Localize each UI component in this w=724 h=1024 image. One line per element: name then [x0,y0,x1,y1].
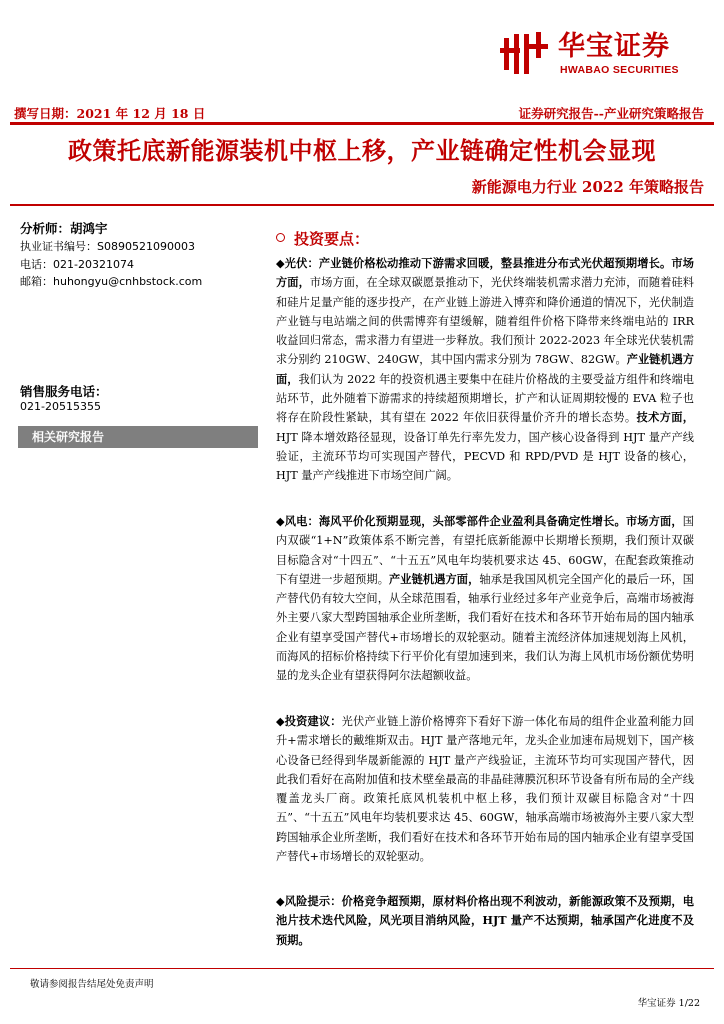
paragraph-investment [276,712,694,866]
analyst-cert: 执业证书编号：S0890521090003 [20,240,195,253]
analyst-sidebar [20,220,260,291]
report-type: 证券研究报告--产业研究策略报告 [518,106,704,121]
related-reports-header: 相关研究报告 [18,426,258,448]
title-rule [10,204,714,206]
analyst-name: 分析师：胡鸿宇 [20,221,108,236]
sales-phone: 021-20515355 [20,400,101,413]
paragraph-solar [276,254,694,486]
solar-lead: ◆光伏：产业链价格松动推动下游需求回暖，整县推进分布式光伏超预期增长。 [276,256,672,270]
solar-text: 市场方面，在全球双碳愿景推动下，光伏终端装机需求潜力充沛，而随着硅料和硅片足量产能的逐步投产，在产业链上游进入博弈和降价通道的情况下，光伏制造产业链与电站端之间的供需博弈有望缓解，随着组件价格下降带来终端电站的 IRR 收益回归常态，需求潜力有望进一步释放。我们预计 2022-2023 年全球光伏装机需求分别约 210GW、240GW，其中国内需求分别为 78GW、82GW。 [276,276,694,367]
company-logo [500,30,705,78]
paragraph-wind [276,512,694,686]
sales-title: 销售服务电话： [20,384,108,399]
section-title: 投资要点： [294,230,370,248]
analyst-phone: 电话：021-20321074 [20,257,134,271]
page-number: 华宝证券 1/22 [637,998,700,1009]
report-date: 撰写日期：2021 年 12 月 18 日 [14,106,206,121]
wind-lead: ◆风电：海风平价化预期显现，头部零部件企业盈利具备确定性增长。 [276,514,626,528]
header-rule [10,122,714,125]
logo-name-cn: 华宝证券 [558,31,670,62]
footer-rule [10,968,714,969]
wind-bold-chain: 产业链机遇方面， [389,571,480,586]
logo-mark-icon [500,30,552,78]
solar-text-3: HJT 降本增效路径显现，设备订单先行率先发力，国产核心设备得到 HJT 量产产线验证，主流环节均可实现国产替代，PECVD 和 RPD/PVD 是 HJT 设备的核心，HJT 量产产线推进下市场空间广阔。 [276,430,694,483]
wind-text-2: 轴承是我国风机完全国产化的最后一环，国产替代仍有较大空间，从全球范围看，轴承行业经过多年产业竞争后，高端市场被海外主要八家大型跨国轴承企业所垄断，我们看好在技术和各环节开始布局的国内轴承企业有望享受国产替代+市场增长的双轮驱动。随着主流经济体加速规划海上风机，而海风的招标价格持续下行平价化有望加速到来，我们认为海上风机市场份额优势明显的龙头企业有望获得阿尔法超额收益。 [276,572,694,683]
invest-text: 光伏产业链上游价格博弈下看好下游一体化布局的组件企业盈利能力回升+需求增长的戴维斯双击。HJT 量产落地元年，龙头企业加速布局规划下，国产核心设备已经得到华晟新能源的 HJT 量产产线验证，主流环节均可实现国产替代，因此我们看好在高附加值和技术壁垒最高的非晶硅薄膜沉积环节设备有所布局的全产线覆盖龙头厂商。政策托底风机装机中枢上移，我们预计双碳目标隐含对“十四五”、“十五五”风电年均装机要求达 45、60GW，轴承高端市场被海外主要八家大型跨国轴承企业所垄断，我们看好在技术和各环节开始布局的国内轴承企业有望享受国产替代+市场增长的双轮驱动。 [276,715,694,864]
risk-text: ◆风险提示：价格竞争超预期，原材料价格出现不利波动，新能源政策不及预期，电池片技术迭代风险，风光项目消纳风险，HJT 量产不达预期，轴承国产化进度不及预期。 [276,894,694,947]
paragraph-risk [276,892,694,950]
solar-text-2: 我们认为 2022 年的投资机遇主要集中在硅片价格战的主要受益方组件和终端电站环节，此外随着下游需求的持续超预期增长，扩产和认证周期较慢的 EVA 粒子也将存在阶段性紧缺，其有望在 2022 年依旧获得量价齐升的增长态势。 [276,372,694,425]
section-bullet-icon [276,233,285,242]
invest-lead: ◆投资建议： [276,714,342,728]
solar-bold-market: 市场方面， [276,256,694,290]
analyst-email[interactable]: 邮箱：huhongyu@cnhbstock.com [20,275,203,288]
wind-bold-market: 市场方面， [625,514,683,528]
solar-bold-tech: 技术方面， [636,410,694,425]
page-subtitle: 新能源电力行业 2022 年策略报告 [471,178,704,196]
logo-name-en: HWABAO SECURITIES [560,64,679,76]
solar-bold-chain: 产业链机遇方面， [276,352,694,386]
page-title: 政策托底新能源装机中枢上移，产业链确定性机会显现 [68,136,656,165]
footer-disclaimer: 敬请参阅报告结尾处免责声明 [30,979,154,990]
wind-text: 国内双碳“1+N”政策体系不断完善，有望托底新能源中长期增长预期，我们预计双碳目标隐含对“十四五”、“十五五”风电年均装机要求达 45、60GW，在配套政策推动下有望进一步超预期。 [276,515,694,586]
